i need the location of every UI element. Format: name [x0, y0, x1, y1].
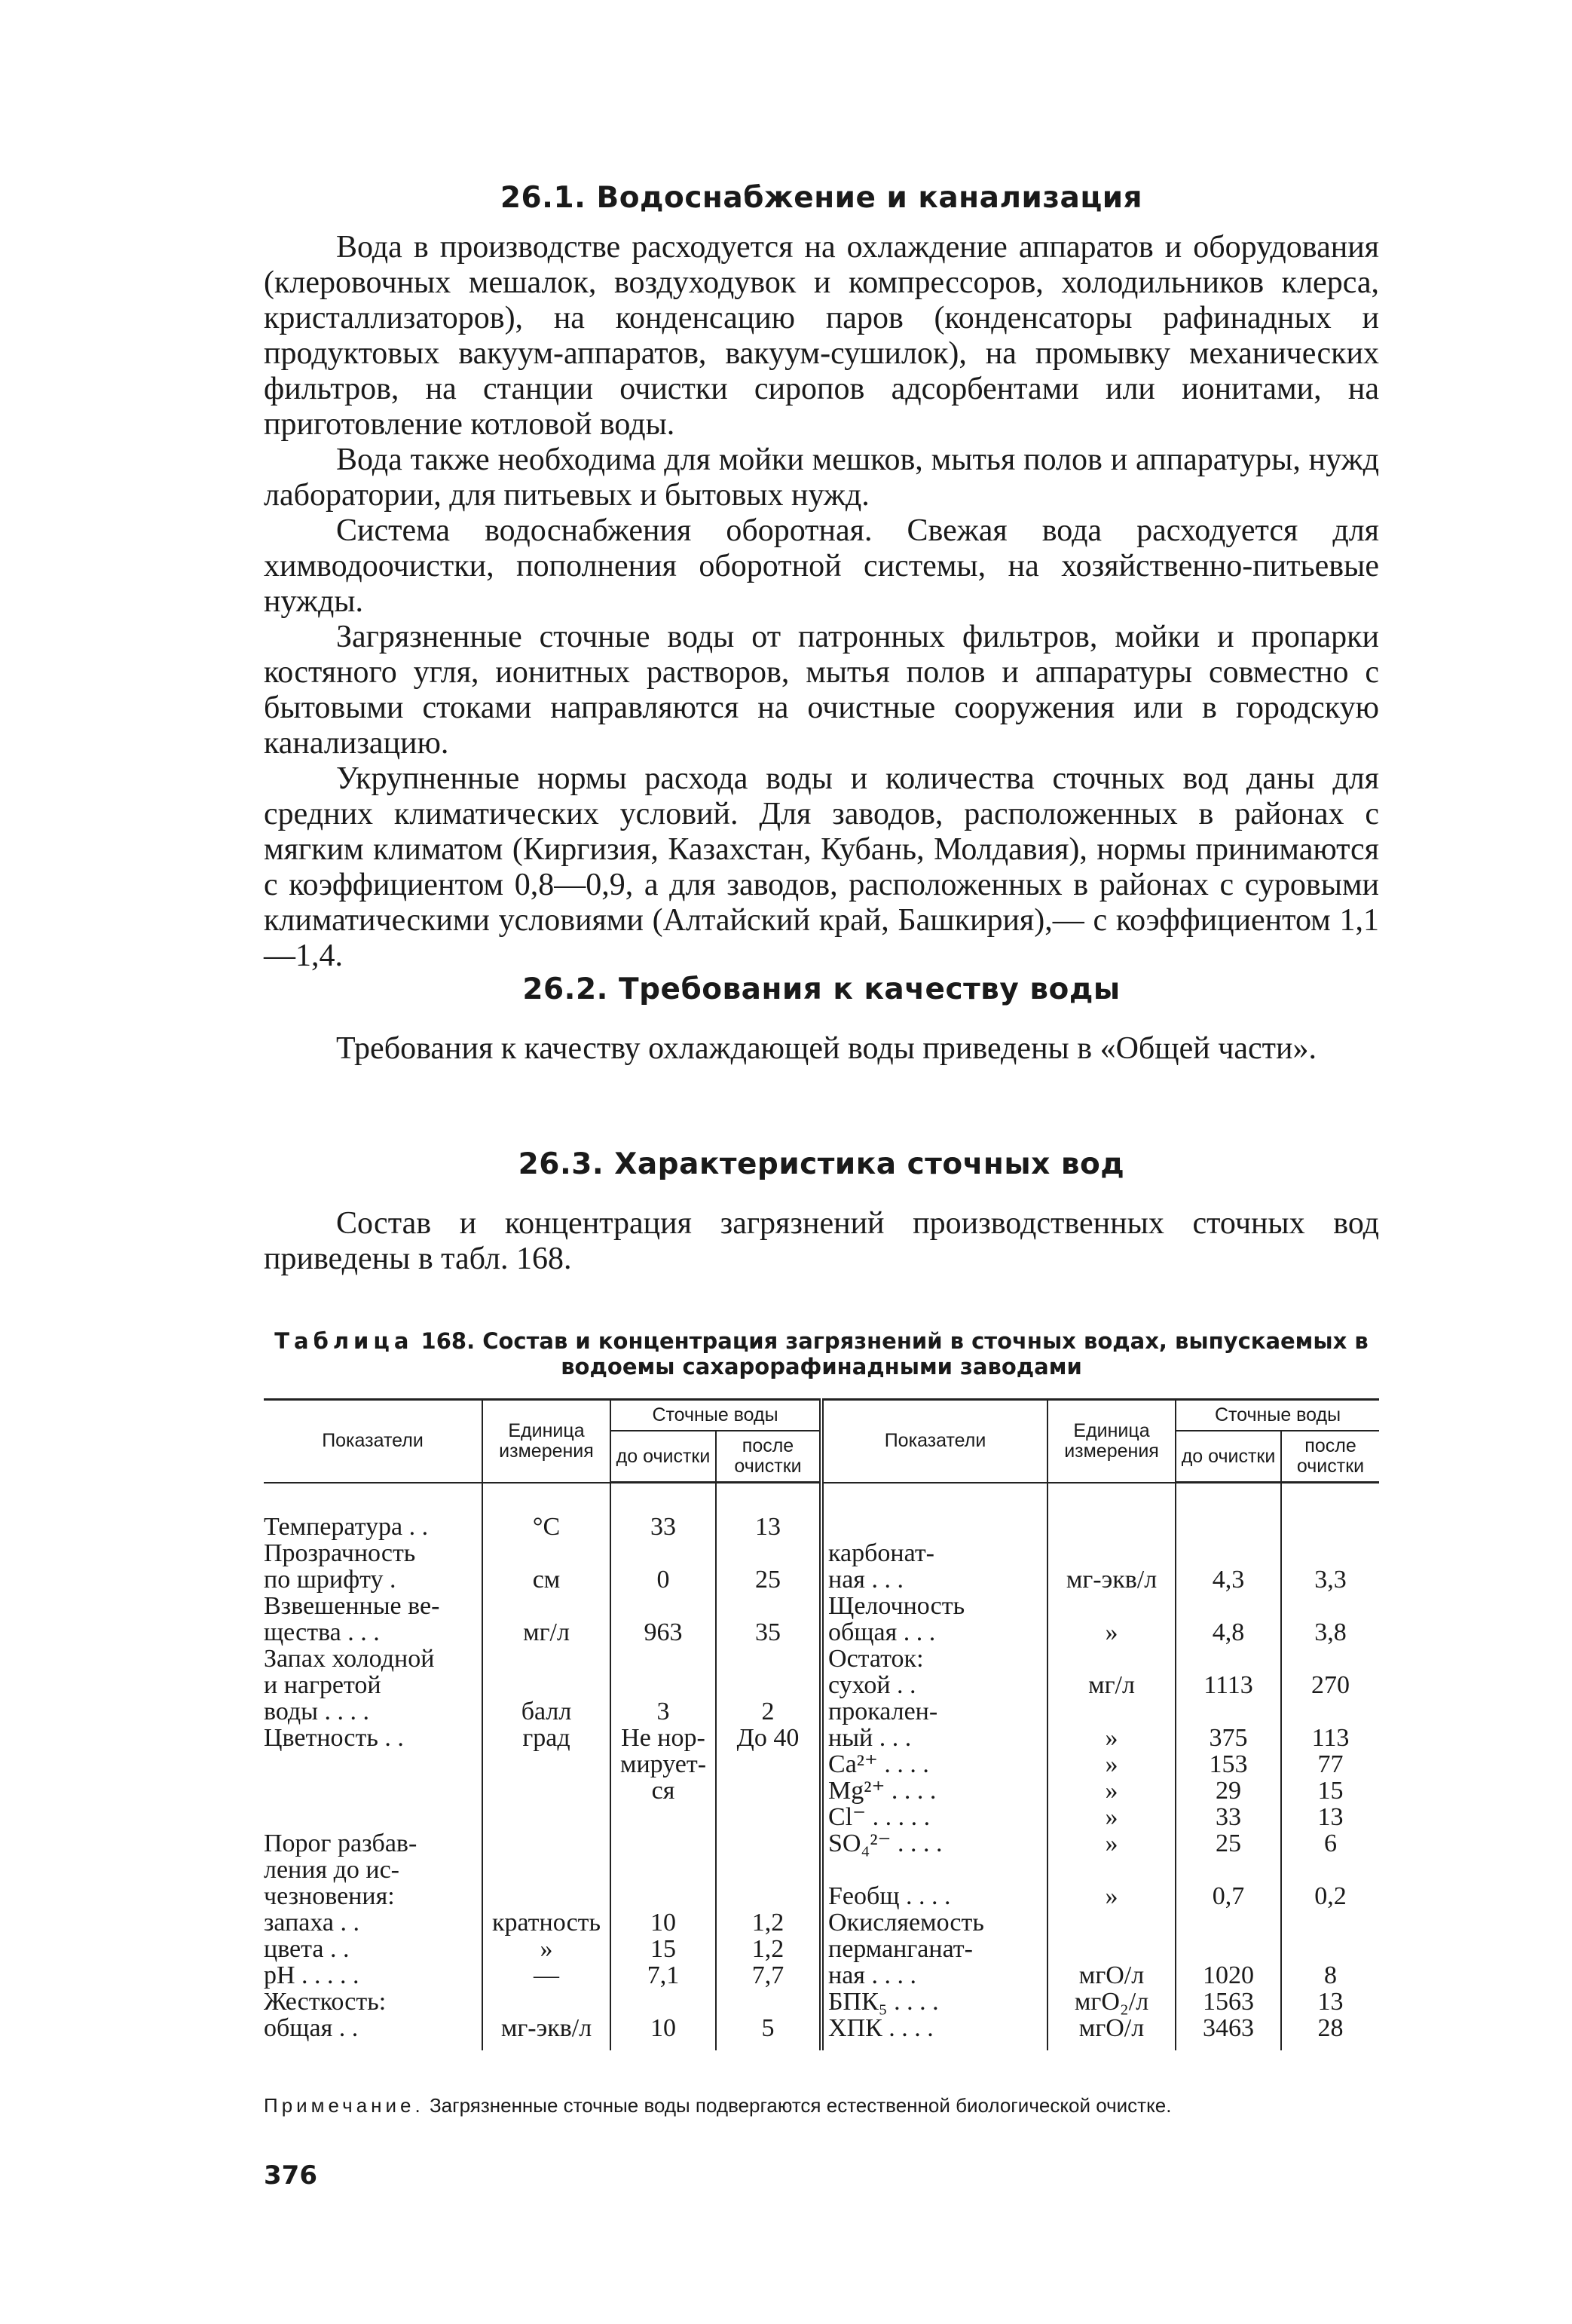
table-cell-line: Порог разбав- [264, 1829, 417, 1857]
section-2-title: 26.2. Требования к качеству воды [522, 972, 1121, 1006]
table-cell-line [1179, 1909, 1277, 1936]
table-cell-line: перманганат- [828, 1935, 973, 1962]
table-cell-line: 25 [755, 1566, 781, 1593]
table-cell-line [1051, 1514, 1172, 1540]
table-cell-line: 1563 [1203, 1989, 1255, 2015]
table-cell-line: 3 [656, 1698, 670, 1725]
table-cell-line: 270 [1311, 1672, 1350, 1698]
table-cell-line [720, 1672, 816, 1698]
table-cell-line: 8 [1324, 1962, 1338, 1989]
table-168 [264, 1398, 1379, 2050]
table-cell-line: ный . . . [828, 1724, 912, 1751]
table-cell-line: 6 [1324, 1830, 1338, 1857]
table-cell-line: 3463 [1203, 2015, 1255, 2041]
header-wastewater: Сточные воды [610, 1400, 821, 1431]
table-cell-line: прокален- [828, 1698, 938, 1725]
table-cell-line: 1113 [1203, 1672, 1253, 1698]
header-wastewater: Сточные воды [1176, 1400, 1379, 1431]
table-cell-line: сухой . . [828, 1671, 916, 1698]
table-cell-line [1285, 1857, 1376, 1883]
table-cell-line: 1,2 [751, 1909, 784, 1936]
table-caption-text: 168. Состав и концентрация загрязнений в сточных водах, выпускаемых в водоемы сахарорафинадными заводами [413, 1328, 1369, 1379]
table-cell-line [614, 1646, 712, 1672]
header-after: после очистки [1281, 1431, 1379, 1483]
table-cell-line: балл [521, 1698, 572, 1725]
table-cell-line: 13 [755, 1514, 781, 1540]
table-cell-line [720, 1777, 816, 1804]
table-cell-line [720, 1989, 816, 2015]
table-cell-line [720, 1883, 816, 1909]
table-cell-line: 15 [1317, 1777, 1344, 1804]
table-cell-line: 77 [1317, 1751, 1344, 1777]
table-cell-line: Mg²⁺ . . . . [828, 1777, 937, 1804]
section-2-body [264, 1031, 1379, 1067]
table-cell-line: 28 [1317, 2015, 1344, 2041]
table-cell-line [614, 1883, 712, 1909]
table-cell-line: 29 [1216, 1777, 1242, 1804]
table-cell-line: Прозрачность [264, 1539, 416, 1566]
table-cell-line: щества . . . [264, 1618, 380, 1646]
table-cell-line: общая . . [264, 2014, 359, 2041]
header-after: после очистки [716, 1431, 821, 1483]
table-cell-line: 3,8 [1314, 1619, 1347, 1646]
table-cell-line: » [1105, 1750, 1118, 1777]
table-cell-line [1051, 1540, 1172, 1566]
table-cell-line: воды . . . . [264, 1698, 369, 1725]
table-cell-line [720, 1857, 816, 1883]
table-cell-line: 113 [1311, 1725, 1350, 1751]
header-before: до очистки [1176, 1431, 1281, 1483]
table-cell-line: ХПК . . . . [828, 2014, 934, 2041]
table-cell-line [1051, 1909, 1172, 1936]
right-after-cell [1281, 1483, 1379, 2051]
section-3-body [264, 1206, 1379, 1277]
table-cell-line: Окисляемость [828, 1909, 984, 1936]
table-cell-line: 15 [650, 1936, 676, 1962]
table-cell-line: 375 [1209, 1725, 1248, 1751]
table-cell-line: мг/л [1088, 1671, 1135, 1698]
table-cell-line [614, 1593, 712, 1619]
table-cell-line: мг/л [523, 1618, 570, 1646]
table-cell-line [720, 1646, 816, 1672]
note-text: Загрязненные сточные воды подвергаются естественной биологической очистке. [424, 2094, 1172, 2117]
table-cell-line [1179, 1936, 1277, 1962]
right-before-cell [1176, 1483, 1281, 2051]
table-cell-line [486, 1883, 607, 1909]
table-cell-line: 10 [650, 1909, 676, 1936]
table-cell-line [1285, 1909, 1376, 1936]
table-cell-line [828, 1514, 1044, 1540]
note-lead: Примечание. [264, 2094, 424, 2117]
table-cell-line: по шрифту . [264, 1566, 396, 1593]
paragraph: Вода также необходима для мойки мешков, мытья полов и аппаратуры, нужд лаборатории, для питьевых и бытовых нужд. [264, 442, 1379, 513]
table-cell-line: SO₄²⁻ . . . . [828, 1829, 943, 1857]
section-1-body [264, 230, 1379, 974]
section-1-title: 26.1. Водоснабжение и канализация [500, 181, 1143, 215]
left-after-cell [716, 1483, 821, 2051]
table-cell-line: ная . . . [828, 1566, 904, 1593]
header-unit: Единица измерения [482, 1400, 610, 1483]
table-cell-line [1051, 1646, 1172, 1672]
table-cell-line [264, 1804, 479, 1830]
left-units-cell [482, 1483, 610, 2051]
table-cell-line: ления до ис- [264, 1856, 399, 1883]
table-cell-line: pH . . . . . [264, 1961, 359, 1989]
table-cell-line [1285, 1540, 1376, 1566]
table-cell-line: » [540, 1935, 553, 1962]
table-cell-line [720, 1593, 816, 1619]
table-cell-line: град [522, 1724, 570, 1751]
paragraph: Укрупненные нормы расхода воды и количества сточных вод даны для средних климатических условий. Для заводов, расположенных в районах с мягким климатом (Киргизия, Казахстан, Кубань, Молдавия), нормы принимаются с коэффициентом 0,8—0,9, а для заводов, расположенных в районах с суровыми климатическими условиями (Алтайский край, Башкирия),— с коэффициентом 1,1—1,4. [264, 761, 1379, 973]
table-cell-line: чезновения: [264, 1882, 395, 1909]
table-cell-line: Ca²⁺ . . . . [828, 1750, 929, 1777]
paragraph: Загрязненные сточные воды от патронных фильтров, мойки и пропарки костяного угля, ионитных растворов, мытья полов и аппаратуры совместно с бытовыми стоками направляются на очистные сооружения или в городскую канализацию. [264, 620, 1379, 761]
header-indicators: Показатели [821, 1400, 1047, 1483]
table-cell-line: Щелочность [828, 1592, 965, 1619]
table-cell-line [486, 1751, 607, 1777]
table-cell-line: мгO/л [1078, 1961, 1145, 1989]
left-before-cell [610, 1483, 716, 2051]
table-cell-line: мгO₂/л [1074, 1988, 1149, 2015]
table-cell-line: ся [651, 1777, 675, 1804]
table-cell-line [486, 1672, 607, 1698]
table-cell-line: и нагретой [264, 1671, 381, 1698]
table-cell-line: Температура . . [264, 1513, 429, 1540]
table-cell-line [264, 1777, 479, 1804]
table-cell-line: 13 [1317, 1804, 1344, 1830]
table-cell-line: цвета . . [264, 1935, 350, 1962]
table-cell-line: Feобщ . . . . [828, 1882, 951, 1909]
table-cell-line: запаха . . [264, 1909, 360, 1936]
table-cell-line [614, 1540, 712, 1566]
table-cell-line [486, 1830, 607, 1857]
table-cell-line [1285, 1514, 1376, 1540]
table-cell-line: мирует- [619, 1751, 707, 1777]
table-cell-line [1285, 1646, 1376, 1672]
table-cell-line: » [1105, 1618, 1118, 1646]
table-cell-line: 25 [1216, 1830, 1242, 1857]
table-cell-line: » [1105, 1724, 1118, 1751]
table-cell-line [614, 1672, 712, 1698]
paragraph: Система водоснабжения оборотная. Свежая вода расходуется для химводоочистки, пополнения оборотной системы, на хозяйственно-питьевые нужды. [264, 513, 1379, 619]
header-unit: Единица измерения [1047, 1400, 1176, 1483]
table-cell-line [486, 1989, 607, 2015]
table-cell-line [486, 1593, 607, 1619]
table-cell-line: 7,1 [647, 1962, 680, 1989]
table-cell-line: Жесткость: [264, 1988, 387, 2015]
table-cell-line: » [1105, 1829, 1118, 1857]
table-cell-line [1179, 1514, 1277, 1540]
table-cell-line [1051, 1593, 1172, 1619]
table-cell-line [720, 1830, 816, 1857]
table-cell-line [720, 1751, 816, 1777]
table-cell-line [264, 1751, 479, 1777]
table-cell-line [720, 1540, 816, 1566]
table-cell-line: см [532, 1566, 561, 1593]
table-cell-line: мг-экв/л [1066, 1566, 1158, 1593]
page-number: 376 [264, 2160, 317, 2191]
table-cell-line: БПК₅ . . . . [828, 1988, 939, 2015]
table-cell-line [720, 1804, 816, 1830]
table-cell-line: » [1105, 1777, 1118, 1804]
table-cell-line [486, 1777, 607, 1804]
table-cell-line: 35 [755, 1619, 781, 1646]
table-caption [264, 1328, 1379, 1379]
left-indicators-cell [264, 1483, 482, 2051]
table-cell-line [1179, 1646, 1277, 1672]
paragraph: Требования к качеству охлаждающей воды приведены в «Общей части». [336, 1031, 1317, 1066]
table-cell-line: Не нор- [621, 1725, 705, 1751]
section-3-title: 26.3. Характеристика сточных вод [518, 1147, 1125, 1181]
table-cell-line: 33 [1216, 1804, 1242, 1830]
table-cell-line: кратность [491, 1909, 601, 1936]
table-cell-line: ная . . . . [828, 1961, 916, 1989]
table-cell-line [486, 1540, 607, 1566]
table-cell-line: — [534, 1961, 559, 1989]
table-cell-line: 4,8 [1212, 1619, 1245, 1646]
table-cell-line [1051, 1936, 1172, 1962]
header-before: до очистки [610, 1431, 716, 1483]
table-cell-line [1179, 1593, 1277, 1619]
table-cell-line: » [1105, 1803, 1118, 1830]
table-cell-line: 2 [761, 1698, 775, 1725]
table-cell-line [1285, 1698, 1376, 1725]
table-cell-line: 0,7 [1212, 1883, 1245, 1909]
table-cell-line: °C [532, 1513, 561, 1540]
table-cell-line: Остаток: [828, 1645, 924, 1672]
table-cell-line: карбонат- [828, 1539, 934, 1566]
header-indicators: Показатели [264, 1400, 482, 1483]
table-cell-line: 963 [644, 1619, 683, 1646]
table-cell-line [1179, 1698, 1277, 1725]
table-cell-line [486, 1646, 607, 1672]
table-cell-line: 0,2 [1314, 1883, 1347, 1909]
table-body-row [264, 1483, 1379, 2051]
table-cell-line [486, 1857, 607, 1883]
table-cell-line: 4,3 [1212, 1566, 1245, 1593]
paragraph: Вода в производстве расходуется на охлаждение аппаратов и оборудования (клеровочных мешалок, воздуходувок и компрессоров, холодильников клерса, кристаллизаторов), на конденсацию паров (конденсаторы рафинадных и продуктовых вакуум-аппаратов, вакуум-сушилок), на промывку механических фильтров, на станции очистки сиропов адсорбентами или ионитами, на приготовление котловой воды. [264, 230, 1379, 442]
table-cell-line: 7,7 [751, 1962, 784, 1989]
table-cell-line [1285, 1936, 1376, 1962]
table-cell-line: Запах холодной [264, 1645, 435, 1672]
table-cell-line [1051, 1857, 1172, 1883]
table-cell-line: » [1105, 1882, 1118, 1909]
right-units-cell [1047, 1483, 1176, 2051]
table-cell-line: 153 [1209, 1751, 1248, 1777]
paragraph: Состав и концентрация загрязнений производственных сточных вод приведены в табл. 168. [264, 1206, 1379, 1276]
table-cell-line: 1020 [1203, 1962, 1255, 1989]
table-cell-line: 5 [761, 2015, 775, 2041]
table-cell-line: 0 [656, 1566, 670, 1593]
table-cell-line: До 40 [736, 1725, 800, 1751]
table-cell-line: Цветность . . [264, 1724, 404, 1751]
table-cell-line [614, 1830, 712, 1857]
table-caption-lead: Таблица [274, 1328, 414, 1354]
table-cell-line [1179, 1857, 1277, 1883]
table-cell-line [1179, 1540, 1277, 1566]
table-cell-line: Cl⁻ . . . . . [828, 1803, 931, 1830]
table-cell-line [1051, 1698, 1172, 1725]
table-cell-line [614, 1857, 712, 1883]
table-cell-line: 1,2 [751, 1936, 784, 1962]
table-cell-line: общая . . . [828, 1618, 936, 1646]
table-cell-line: 13 [1317, 1989, 1344, 2015]
table-cell-line [614, 1804, 712, 1830]
table-cell-line: мг-экв/л [500, 2014, 592, 2041]
table-cell-line [828, 1857, 1044, 1883]
right-indicators-cell [821, 1483, 1047, 2051]
table-note [264, 2094, 1379, 2117]
table-cell-line: 3,3 [1314, 1566, 1347, 1593]
table-cell-line: 33 [650, 1514, 676, 1540]
table-cell-line: 10 [650, 2015, 676, 2041]
table-cell-line [486, 1804, 607, 1830]
table-cell-line: мгO/л [1078, 2014, 1145, 2041]
table-cell-line: Взвешенные ве- [264, 1592, 440, 1619]
table-cell-line [614, 1989, 712, 2015]
table-cell-line [1285, 1593, 1376, 1619]
